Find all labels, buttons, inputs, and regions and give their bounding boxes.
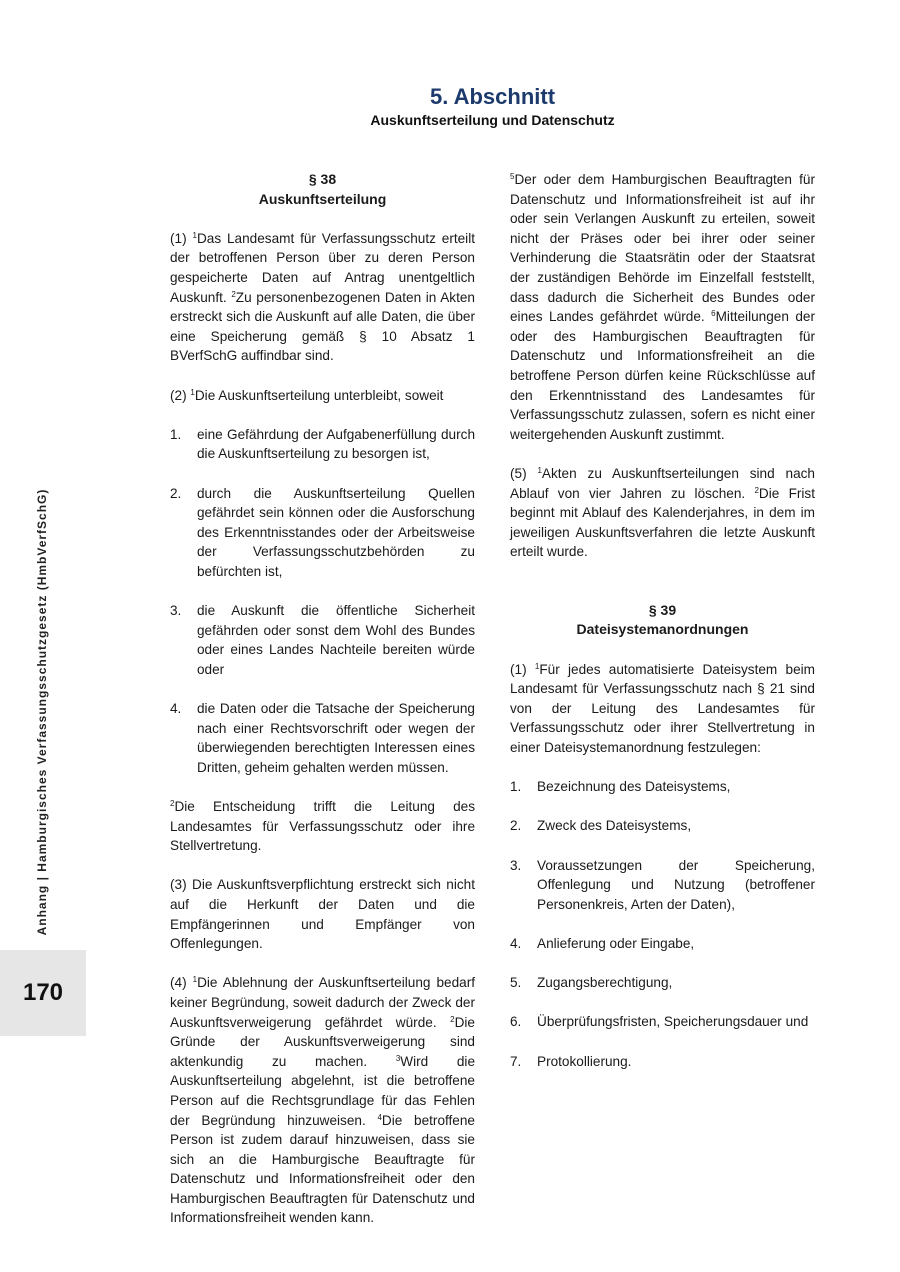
paragraph-38-title: Auskunftserteilung [258, 190, 387, 207]
page-number-box [0, 950, 86, 1036]
section-subtitle: Auskunftserteilung und Datenschutz [370, 112, 615, 128]
list-item: 5. Zugangsberechtigung, [510, 975, 673, 991]
paragraph-38-number: § 38 [308, 171, 337, 187]
p38-abs4-start: (4) $^1$Die Ablehnung der Auskunftserteilung bedarf keiner Begründung, soweit dadurch der Zweck der Auskunftsverweigerung gefährdet würde. $^2$Die Gründe der Auskunftsverweigerung sind aktenkundig zu machen. $^3$Wird die Auskunftserteilung abgelehnt, ist die betroffene Person auf die Rechtsgrundlage für das Fehlen der Begründung hinzuweisen. $^4$Die betroffene Person ist zudem darauf hinzuweisen, dass sie sich an die Hamburgische Beauftragte für Datenschutz und Informationsfreiheit oder den Hamburgischen Beauftragten für Datenschutz und Informationsfreiheit wenden kann. [170, 975, 476, 1226]
list-item: 1. eine Gefährdung der Aufgabenerfüllung durch die Auskunftserteilung zu besorgen ist, [170, 426, 475, 462]
list-item: 4. die Daten oder die Tatsache der Speicherung nach einer Rechtsvorschrift oder wegen der überwiegenden berechtigten Interessen eines Dritten, geheim gehalten werden müssen. [170, 701, 475, 775]
list-item: 1. Bezeichnung des Dateisystems, [510, 779, 731, 795]
list-item: 2. durch die Auskunftserteilung Quellen gefährdet sein können oder die Ausforschung des Erkenntnisstandes oder der Arbeitsweise der Verfassungsschutzbehörden zu befürchten ist, [170, 485, 475, 579]
list-item: 7. Protokollierung. [510, 1053, 632, 1069]
list-item: 2. Zweck des Dateisystems, [510, 818, 692, 834]
p38-abs2-closing: $^2$Die Entscheidung trifft die Leitung des Landesamtes für Verfassungsschutz oder ihre Stellvertretung. [170, 799, 475, 854]
right-column [510, 170, 815, 1091]
p38-abs5: (5) $^1$Akten zu Auskunftserteilungen sind nach Ablauf von vier Jahren zu löschen. $^2$Die Frist beginnt mit Ablauf des Kalenderjahres, in dem im jeweiligen Auskunftsverfahren die letzte Auskunft erteilt wurde. [510, 465, 815, 560]
paragraph-39-number: § 39 [648, 601, 677, 618]
list-item: 3. die Auskunft die öffentliche Sicherheit gefährden oder sonst dem Wohl des Bundes oder eines Landes Nachteile bereiten würde oder [170, 603, 475, 677]
p38-abs2-intro: (2) $^1$Die Auskunftserteilung unterbleibt, soweit [170, 387, 444, 403]
running-title: Anhang | Hamburgisches Verfassungsschutzgesetz (HmbVerfSchG) [35, 488, 49, 936]
p38-abs3: (3) Die Auskunftsverpflichtung erstreckt sich nicht auf die Herkunft der Daten und die Empfängerinnen und Empfänger von Offenlegungen. [170, 877, 475, 952]
p38-abs1: (1) $^1$Das Landesamt für Verfassungsschutz erteilt der betroffenen Person über zu deren Person gespeicherte Daten auf Antrag unentgeltlich Auskunft. $^2$Zu personenbezogenen Daten in Akten erstreckt sich die Auskunft auf alle Daten, die über eine Speicherung gemäß § 10 Absatz 1 BVerfSchG auffindbar sind. [170, 230, 475, 364]
p39-abs1: (1) $^1$Für jedes automatisierte Dateisystem beim Landesamt für Verfassungsschutz nach § 21 sind von der Leitung des Landesamtes für Verfassungsschutz oder ihrer Stellvertretung in einer Dateisystemanordnung festzulegen: [510, 661, 815, 756]
p39-abs1-list [510, 777, 815, 1071]
p38-abs2-list [170, 425, 475, 778]
section-title: 5. Abschnitt [429, 84, 556, 109]
paragraph-39-title: Dateisystemanordnungen [576, 621, 749, 638]
page-number: 170 [22, 979, 64, 1006]
list-item: 4. Anlieferung oder Eingabe, [510, 935, 695, 951]
p38-abs4-continued: $^5$Der oder dem Hamburgischen Beauftragten für Datenschutz und Informationsfreiheit ist auf ihr oder sein Verlangen Auskunft zu erteilen, soweit nicht der Präses oder bei ihrer oder seiner Verhinderung die Staatsrätin oder der Staatsrat der zuständigen Behörde im Einzelfall feststellt, dass dadurch die Sicherheit des Bundes oder eines Landes gefährdet würde. $^6$Mitteilungen der oder des Hamburgischen Beauftragten für Datenschutz und Informationsfreiheit an die betroffene Person dürfen keine Rückschlüsse auf den Erkenntnisstand des Landesamtes für Verfassungsschutz zulassen, sofern es nicht einer weitergehenden Auskunft zustimmt. [510, 172, 815, 442]
list-item: 3. Voraussetzungen der Speicherung, Offenlegung und Nutzung (betroffener Personenkreis, Arten der Daten), [510, 857, 815, 912]
left-column [170, 170, 475, 1248]
list-item: 6. Überprüfungsfristen, Speicherungsdauer und [510, 1014, 809, 1030]
